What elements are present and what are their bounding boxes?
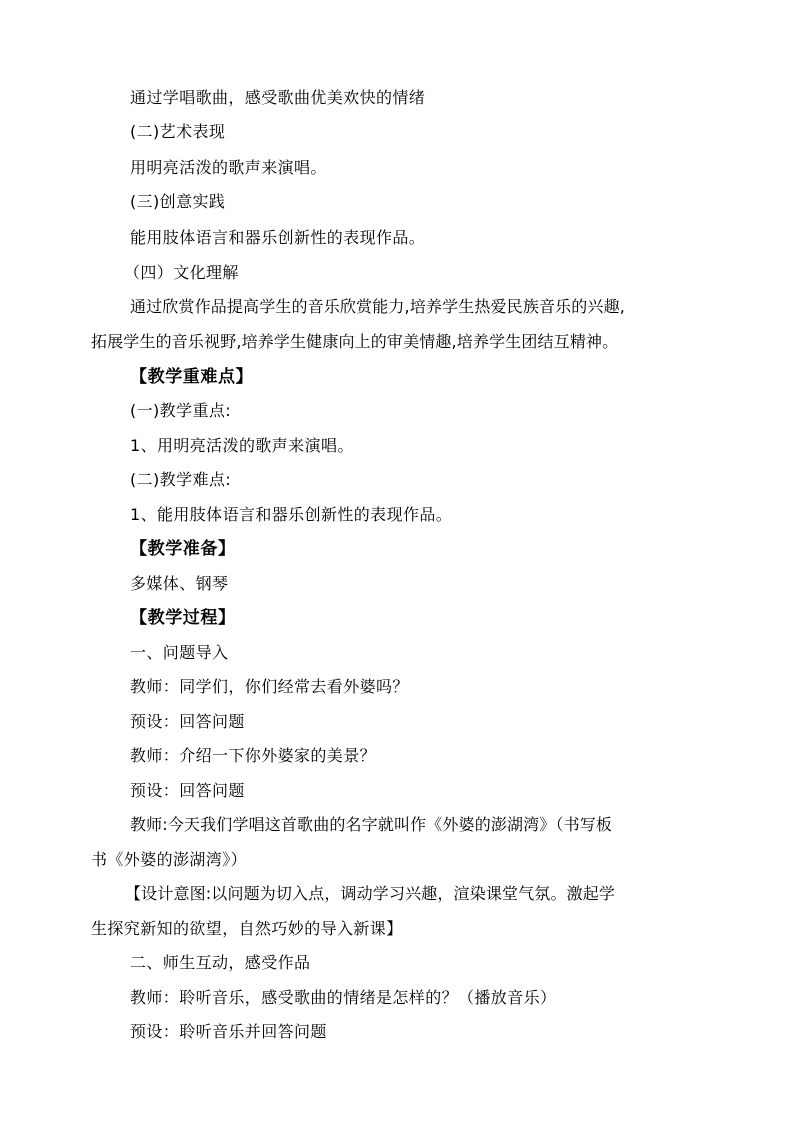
dialogue-line: 预设：回答问题 <box>130 781 245 800</box>
section-subheading: (一)教学重点: <box>130 401 232 420</box>
dialogue-line: 教师：聆听音乐，感受歌曲的情绪是怎样的？（播放音乐） <box>130 988 557 1007</box>
design-intent-line: 【设计意图:以问题为切入点，调动学习兴趣，渲染课堂气氛。激起学 <box>125 884 616 903</box>
paragraph-line: 拓展学生的音乐视野,培养学生健康向上的审美情趣,培养学生团结互精神。 <box>91 332 619 351</box>
section-subheading: (三)创意实践 <box>130 192 226 211</box>
text-line: 能用肢体语言和器乐创新性的表现作品。 <box>130 228 426 247</box>
design-intent-line: 生探究新知的欲望，自然巧妙的导入新课】 <box>91 919 403 938</box>
list-item: 1、用明亮活泼的歌声来演唱。 <box>130 436 354 455</box>
list-item: 1、能用肢体语言和器乐创新性的表现作品。 <box>130 505 453 524</box>
section-heading: 【教学过程】 <box>130 608 236 628</box>
section-heading: 【教学准备】 <box>130 539 236 559</box>
section-subheading: (二)教学难点: <box>130 470 232 489</box>
dialogue-line: 预设：聆听音乐并回答问题 <box>130 1022 327 1041</box>
dialogue-line: 书《外婆的澎湖湾》） <box>91 850 248 869</box>
dialogue-line: 教师：同学们，你们经常去看外婆吗？ <box>130 677 409 696</box>
section-heading: 【教学重难点】 <box>130 367 254 387</box>
dialogue-line: 教师:今天我们学唱这首歌曲的名字就叫作《外婆的澎湖湾》（书写板 <box>130 815 613 834</box>
section-subheading: 一、问题导入 <box>130 643 229 662</box>
text-line: 通过学唱歌曲，感受歌曲优美欢快的情绪 <box>130 88 426 107</box>
paragraph-line: 通过欣赏作品提高学生的音乐欣赏能力,培养学生热爱民族音乐的兴趣, <box>130 297 625 316</box>
text-line: 多媒体、钢琴 <box>130 574 229 593</box>
dialogue-line: 预设：回答问题 <box>130 712 245 731</box>
section-subheading: 二、师生互动，感受作品 <box>130 953 311 972</box>
section-subheading: (二)艺术表现 <box>130 122 226 141</box>
text-line: 用明亮活泼的歌声来演唱。 <box>130 158 327 177</box>
dialogue-line: 教师：介绍一下你外婆家的美景？ <box>130 746 377 765</box>
section-subheading: （四）文化理解 <box>124 263 239 282</box>
